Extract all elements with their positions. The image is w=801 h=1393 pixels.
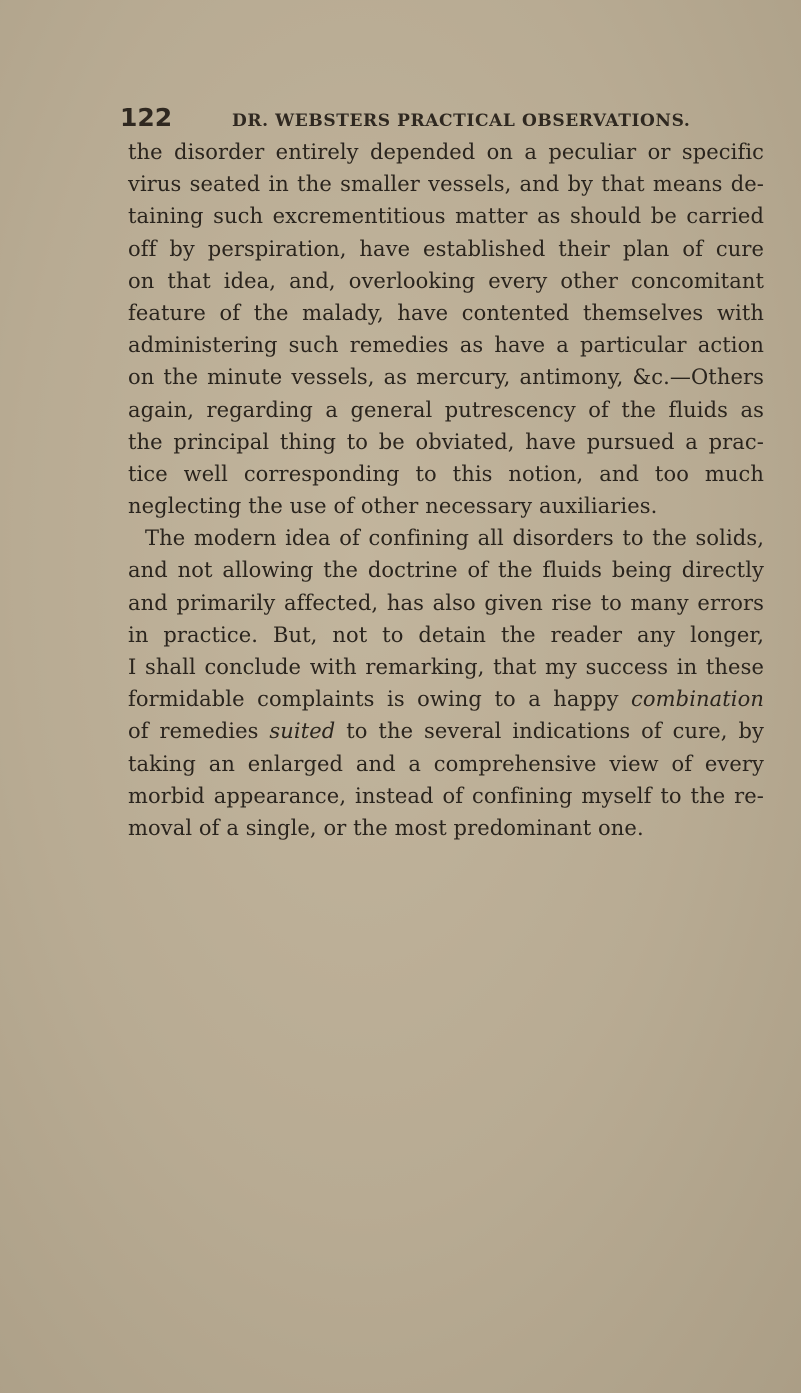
running-title: DR. WEBSTERS PRACTICAL OBSERVATIONS. <box>232 111 691 131</box>
body-text <box>128 136 764 844</box>
text-segment: of remedies <box>128 719 259 744</box>
italic-word: combination <box>631 687 764 712</box>
text-line: morbid appearance, instead of confining myself to the re- <box>128 783 764 808</box>
text-line: virus seated in the smaller vessels, and by that means de- <box>128 172 764 197</box>
text-line: the disorder entirely depended on a peculiar or specific <box>128 140 764 164</box>
text-line <box>128 683 764 715</box>
text-line: on the minute vessels, as mercury, antimony, &c.—Others <box>128 365 764 390</box>
text-line: the principal thing to be obviated, have pursued a prac- <box>128 429 764 454</box>
text-line: and not allowing the doctrine of the fluids being directly <box>128 558 764 583</box>
text-line <box>128 715 764 747</box>
text-line: neglecting the use of other necessary auxiliaries. <box>128 494 658 519</box>
text-line: again, regarding a general putrescency of the fluids as <box>128 397 764 422</box>
text-line: in practice. But, not to detain the reader any longer, <box>128 622 764 647</box>
text-line: I shall conclude with remarking, that my success in these <box>128 655 764 679</box>
text-line: off by perspiration, have established their plan of cure <box>128 236 764 261</box>
text-line: tice well corresponding to this notion, and too much <box>128 461 764 486</box>
page-number: 122 <box>120 103 173 132</box>
text-line: moval of a single, or the most predominant one. <box>128 815 644 840</box>
text-line: on that idea, and, overlooking every other concomitant <box>128 268 764 293</box>
text-line: taking an enlarged and a comprehensive view of every <box>128 751 764 776</box>
text-line: taining such excrementitious matter as should be carried <box>128 204 764 229</box>
text-line: and primarily affected, has also given rise to many errors <box>128 590 764 615</box>
text-segment: to the several indications of cure, by <box>346 719 764 744</box>
text-line: The modern idea of confining all disorders to the solids, <box>145 526 764 551</box>
text-line: feature of the malady, have contented themselves with <box>128 300 764 325</box>
italic-word: suited <box>269 719 336 744</box>
running-head <box>120 103 760 139</box>
text-segment: formidable complaints is owing to a happy <box>128 687 619 712</box>
text-line: administering such remedies as have a particular action <box>128 333 764 358</box>
